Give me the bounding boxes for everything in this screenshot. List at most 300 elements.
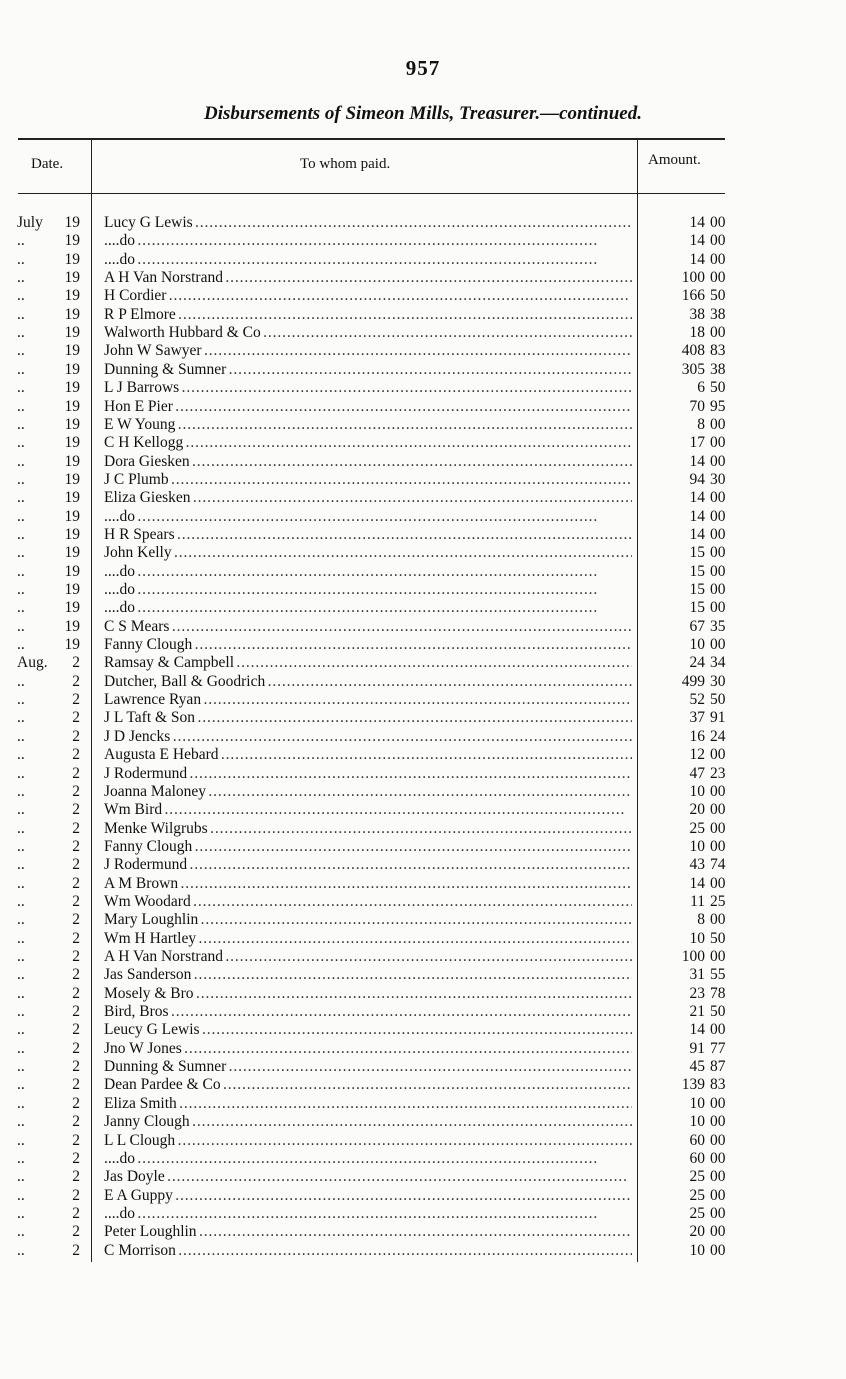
date-day: 19 (64, 525, 80, 543)
amount-dollars: 14 (689, 507, 705, 525)
amount-dollars: 166 (681, 287, 705, 305)
date-day: 19 (64, 544, 80, 562)
payee-name: ....do . . . (104, 508, 632, 526)
table-row (0, 1058, 846, 1076)
table-row (0, 453, 846, 471)
amount-dollars: 100 (681, 948, 705, 965)
amount-dollars: 14 (689, 214, 705, 231)
amount-cents: 00 (710, 1223, 726, 1241)
amount-cents: 00 (710, 489, 726, 507)
amount-cents: 50 (710, 287, 726, 305)
date-day: 19 (64, 507, 80, 525)
amount-dollars: 37 (689, 709, 705, 727)
payee-name: R P Elmore . . . (104, 306, 632, 324)
amount-dollars: 10 (689, 1241, 705, 1259)
table-row (0, 783, 846, 801)
table-row (0, 1223, 846, 1241)
payee-name: ....do . . . (104, 1150, 632, 1168)
table-row (0, 232, 846, 250)
table-row (0, 636, 846, 654)
date-day: 2 (72, 837, 80, 855)
amount-dollars: 10 (689, 1094, 705, 1112)
date-day: 2 (72, 1223, 80, 1241)
table-row (0, 673, 846, 691)
amount-dollars: 6 (697, 379, 705, 397)
date-day: 2 (72, 856, 80, 874)
date-month: .. (17, 709, 25, 727)
date-month: .. (17, 452, 25, 470)
date-day: 2 (72, 672, 80, 690)
amount-dollars: 8 (697, 911, 705, 929)
amount-cents: 55 (710, 966, 726, 984)
payee-name: J Rodermund . . . (104, 765, 632, 783)
amount-dollars: 47 (689, 764, 705, 782)
amount-dollars: 70 (689, 397, 705, 415)
date-month: .. (17, 874, 25, 892)
date-day: 19 (64, 452, 80, 470)
amount-cents: 00 (710, 746, 726, 764)
date-day: 2 (72, 1113, 80, 1131)
table-row (0, 1021, 846, 1039)
date-day: 19 (64, 434, 80, 452)
table-row (0, 581, 846, 599)
date-day: 19 (64, 342, 80, 360)
date-day: 2 (72, 984, 80, 1002)
amount-dollars: 10 (689, 837, 705, 855)
payee-name: Fanny Clough . . . (104, 636, 632, 654)
date-day: 19 (64, 581, 80, 598)
date-day: 2 (72, 1131, 80, 1149)
payee-name: Fanny Clough . . . (104, 838, 632, 856)
amount-cents: 83 (710, 1076, 726, 1094)
date-day: 2 (72, 1241, 80, 1259)
date-day: 19 (64, 360, 80, 378)
payee-name: ....do . . . (104, 599, 632, 617)
payee-name: ....do . . . (104, 581, 632, 599)
date-month: .. (17, 434, 25, 452)
amount-cents: 00 (710, 1131, 726, 1149)
amount-cents: 00 (710, 562, 726, 580)
date-month: .. (17, 911, 25, 929)
amount-dollars: 67 (689, 617, 705, 635)
date-month: .. (17, 691, 25, 709)
date-month: .. (17, 269, 25, 287)
amount-dollars: 18 (689, 324, 705, 342)
date-day: 2 (72, 1021, 80, 1039)
table-row (0, 893, 846, 911)
amount-dollars: 11 (690, 892, 705, 910)
payee-name: H R Spears . . . (104, 526, 632, 544)
date-day: 19 (64, 269, 80, 287)
date-month: .. (17, 1039, 25, 1057)
amount-cents: 00 (710, 782, 726, 800)
date-month: .. (17, 287, 25, 305)
amount-dollars: 14 (689, 452, 705, 470)
amount-cents: 95 (710, 397, 726, 415)
amount-dollars: 25 (689, 1204, 705, 1222)
payee-name: John W Sawyer . . . (104, 342, 632, 360)
date-month: .. (17, 856, 25, 874)
amount-cents: 00 (710, 1149, 726, 1167)
payee-name: Bird, Bros . . . (104, 1003, 632, 1021)
amount-cents: 00 (710, 1204, 726, 1222)
payee-name: J C Plumb . . . (104, 471, 632, 489)
table-row (0, 1040, 846, 1058)
date-month: .. (17, 562, 25, 580)
table-row (0, 526, 846, 544)
date-day: 2 (72, 1149, 80, 1167)
amount-dollars: 38 (689, 305, 705, 323)
amount-cents: 38 (710, 305, 726, 323)
date-day: 2 (72, 874, 80, 892)
date-month: .. (17, 507, 25, 525)
table-row (0, 214, 846, 232)
payee-name: Mosely & Bro . . . (104, 985, 632, 1003)
amount-dollars: 12 (689, 746, 705, 764)
table-row (0, 709, 846, 727)
date-day: 2 (72, 819, 80, 837)
date-month: .. (17, 232, 25, 250)
amount-cents: 00 (710, 507, 726, 525)
payee-name: Jas Doyle . . . (104, 1168, 632, 1186)
date-month: .. (17, 1131, 25, 1149)
amount-column-header: Amount. (648, 152, 701, 168)
table-row (0, 251, 846, 269)
date-day: 2 (72, 1204, 80, 1222)
payee-name: L L Clough . . . (104, 1132, 632, 1150)
payee-name: Dutcher, Ball & Goodrich . . . (104, 673, 632, 691)
amount-cents: 00 (710, 525, 726, 543)
payee-name: Peter Loughlin . . . (104, 1223, 632, 1241)
amount-cents: 50 (710, 1003, 726, 1021)
amount-cents: 23 (710, 764, 726, 782)
amount-cents: 35 (710, 617, 726, 635)
amount-cents: 00 (710, 581, 726, 598)
date-day: 19 (64, 305, 80, 323)
amount-dollars: 25 (689, 1186, 705, 1204)
date-column-header: Date. (31, 156, 64, 172)
payee-name: Augusta E Hebard . . . (104, 746, 632, 764)
payee-name: ....do . . . (104, 1205, 632, 1223)
date-month: .. (17, 1094, 25, 1112)
date-month: .. (17, 1058, 25, 1076)
payee-name: ....do . . . (104, 251, 632, 269)
date-day: 2 (72, 1039, 80, 1057)
amount-cents: 00 (710, 232, 726, 250)
date-day: 2 (72, 966, 80, 984)
table-row (0, 1205, 846, 1223)
amount-cents: 30 (710, 470, 726, 488)
table-row (0, 856, 846, 874)
date-month: .. (17, 1223, 25, 1241)
table-row (0, 471, 846, 489)
date-month: .. (17, 617, 25, 635)
date-month: .. (17, 1168, 25, 1186)
table-row (0, 820, 846, 838)
amount-dollars: 45 (689, 1058, 705, 1076)
date-day: 19 (64, 617, 80, 635)
date-month: .. (17, 1021, 25, 1039)
date-day: 19 (64, 415, 80, 433)
amount-dollars: 94 (689, 470, 705, 488)
date-month: .. (17, 415, 25, 433)
table-row (0, 324, 846, 342)
table-row (0, 269, 846, 287)
table-row (0, 875, 846, 893)
date-day: 2 (72, 782, 80, 800)
amount-dollars: 499 (681, 672, 705, 690)
date-day: 19 (64, 324, 80, 342)
table-row (0, 1168, 846, 1186)
amount-dollars: 10 (689, 636, 705, 654)
amount-dollars: 139 (681, 1076, 705, 1094)
amount-cents: 50 (710, 691, 726, 709)
date-month: .. (17, 544, 25, 562)
date-day: 2 (72, 654, 80, 672)
payee-column-header: To whom paid. (300, 156, 391, 172)
date-month: .. (17, 1204, 25, 1222)
amount-cents: 00 (710, 324, 726, 342)
date-day: 19 (64, 287, 80, 305)
amount-cents: 00 (710, 801, 726, 819)
date-month: .. (17, 1003, 25, 1021)
payee-name: A H Van Norstrand . . . (104, 269, 632, 287)
date-month: .. (17, 1149, 25, 1167)
amount-cents: 87 (710, 1058, 726, 1076)
amount-cents: 00 (710, 1094, 726, 1112)
amount-dollars: 25 (689, 819, 705, 837)
payee-name: Wm Bird . . . (104, 801, 632, 819)
amount-dollars: 305 (681, 360, 705, 378)
date-day: 2 (72, 911, 80, 929)
date-month: .. (17, 948, 25, 965)
table-row (0, 1150, 846, 1168)
date-month: .. (17, 819, 25, 837)
payee-name: Leucy G Lewis . . . (104, 1021, 632, 1039)
amount-dollars: 10 (689, 929, 705, 947)
date-day: 2 (72, 1186, 80, 1204)
date-month: .. (17, 746, 25, 764)
amount-dollars: 20 (689, 801, 705, 819)
table-row (0, 563, 846, 581)
amount-cents: 30 (710, 672, 726, 690)
payee-name: Dunning & Sumner . . . (104, 361, 632, 379)
date-day: 2 (72, 1076, 80, 1094)
amount-cents: 00 (710, 544, 726, 562)
date-month: .. (17, 379, 25, 397)
date-day: 2 (72, 892, 80, 910)
amount-dollars: 8 (697, 415, 705, 433)
date-day: 2 (72, 709, 80, 727)
table-row (0, 1095, 846, 1113)
date-month: .. (17, 360, 25, 378)
table-row (0, 966, 846, 984)
table-row (0, 361, 846, 379)
payee-name: H Cordier . . . (104, 287, 632, 305)
top-rule (18, 138, 725, 140)
payee-name: J D Jencks . . . (104, 728, 632, 746)
amount-cents: 00 (710, 250, 726, 268)
amount-dollars: 17 (689, 434, 705, 452)
payee-name: Eliza Smith . . . (104, 1095, 632, 1113)
payee-name: E W Young . . . (104, 416, 632, 434)
amount-cents: 00 (710, 1241, 726, 1259)
date-month: .. (17, 837, 25, 855)
date-month: .. (17, 966, 25, 984)
amount-cents: 00 (710, 1021, 726, 1039)
amount-dollars: 15 (689, 562, 705, 580)
amount-dollars: 60 (689, 1149, 705, 1167)
payee-name: Jno W Jones . . . (104, 1040, 632, 1058)
amount-cents: 50 (710, 379, 726, 397)
amount-dollars: 91 (689, 1039, 705, 1057)
amount-cents: 00 (710, 1186, 726, 1204)
table-row (0, 1003, 846, 1021)
table-row (0, 1242, 846, 1260)
amount-dollars: 31 (689, 966, 705, 984)
amount-dollars: 15 (689, 544, 705, 562)
date-month: .. (17, 1076, 25, 1094)
date-month: .. (17, 599, 25, 617)
table-row (0, 948, 846, 966)
date-month: .. (17, 929, 25, 947)
date-month: .. (17, 397, 25, 415)
payee-name: A M Brown . . . (104, 875, 632, 893)
payee-name: C Morrison . . . (104, 1242, 632, 1260)
date-month: .. (17, 1241, 25, 1259)
amount-dollars: 20 (689, 1223, 705, 1241)
date-month: .. (17, 764, 25, 782)
date-month: .. (17, 1113, 25, 1131)
date-month: .. (17, 525, 25, 543)
amount-cents: 00 (710, 948, 726, 965)
table-row (0, 342, 846, 360)
date-day: 19 (64, 379, 80, 397)
payee-name: Wm H Hartley . . . (104, 930, 632, 948)
table-row (0, 508, 846, 526)
table-row (0, 489, 846, 507)
date-day: 19 (64, 636, 80, 654)
date-month: .. (17, 636, 25, 654)
amount-cents: 00 (710, 599, 726, 617)
payee-name: John Kelly . . . (104, 544, 632, 562)
table-row (0, 398, 846, 416)
table-row (0, 1132, 846, 1150)
date-day: 2 (72, 929, 80, 947)
date-day: 19 (64, 599, 80, 617)
amount-dollars: 21 (689, 1003, 705, 1021)
payee-name: Mary Loughlin . . . (104, 911, 632, 929)
date-day: 19 (64, 397, 80, 415)
payee-name: C S Mears . . . (104, 618, 632, 636)
payee-name: Lawrence Ryan . . . (104, 691, 632, 709)
date-day: 2 (72, 691, 80, 709)
amount-dollars: 15 (689, 599, 705, 617)
payee-name: E A Guppy . . . (104, 1187, 632, 1205)
page-title: Disbursements of Simeon Mills, Treasurer.—continued. (204, 103, 642, 124)
amount-cents: 00 (710, 434, 726, 452)
amount-cents: 38 (710, 360, 726, 378)
date-day: 19 (64, 489, 80, 507)
table-row (0, 801, 846, 819)
date-day: 19 (64, 562, 80, 580)
amount-dollars: 100 (681, 269, 705, 287)
amount-cents: 00 (710, 452, 726, 470)
amount-dollars: 15 (689, 581, 705, 598)
date-day: 2 (72, 1094, 80, 1112)
table-row (0, 544, 846, 562)
payee-name: Jas Sanderson . . . (104, 966, 632, 984)
date-month: .. (17, 1186, 25, 1204)
date-month: Aug. (17, 654, 48, 672)
amount-dollars: 14 (689, 250, 705, 268)
payee-name: Hon E Pier . . . (104, 398, 632, 416)
amount-dollars: 25 (689, 1168, 705, 1186)
amount-cents: 00 (710, 1168, 726, 1186)
date-month: .. (17, 324, 25, 342)
amount-dollars: 23 (689, 984, 705, 1002)
amount-dollars: 14 (689, 489, 705, 507)
payee-name: Joanna Maloney . . . (104, 783, 632, 801)
amount-cents: 77 (710, 1039, 726, 1057)
amount-dollars: 10 (689, 782, 705, 800)
table-row (0, 654, 846, 672)
date-day: 2 (72, 948, 80, 965)
amount-dollars: 14 (689, 1021, 705, 1039)
payee-name: Ramsay & Campbell . . . (104, 654, 632, 672)
table-row (0, 691, 846, 709)
amount-cents: 83 (710, 342, 726, 360)
amount-dollars: 10 (689, 1113, 705, 1131)
amount-cents: 00 (710, 214, 726, 231)
table-row (0, 765, 846, 783)
date-month: .. (17, 342, 25, 360)
header-bottom-rule (18, 193, 725, 194)
payee-name: L J Barrows . . . (104, 379, 632, 397)
date-month: .. (17, 782, 25, 800)
amount-cents: 34 (710, 654, 726, 672)
amount-cents: 00 (710, 874, 726, 892)
date-month: .. (17, 892, 25, 910)
payee-name: Lucy G Lewis . . . (104, 214, 632, 232)
date-day: 2 (72, 1003, 80, 1021)
table-row (0, 379, 846, 397)
table-row (0, 911, 846, 929)
amount-cents: 78 (710, 984, 726, 1002)
amount-cents: 00 (710, 837, 726, 855)
payee-name: Wm Woodard . . . (104, 893, 632, 911)
table-row (0, 838, 846, 856)
amount-cents: 00 (710, 911, 726, 929)
table-row (0, 306, 846, 324)
amount-cents: 24 (710, 727, 726, 745)
date-day: 2 (72, 746, 80, 764)
amount-cents: 91 (710, 709, 726, 727)
payee-name: ....do . . . (104, 563, 632, 581)
amount-dollars: 43 (689, 856, 705, 874)
date-month: .. (17, 984, 25, 1002)
date-month: .. (17, 672, 25, 690)
amount-dollars: 52 (689, 691, 705, 709)
page-number: 957 (405, 56, 441, 80)
date-day: 19 (64, 470, 80, 488)
amount-cents: 00 (710, 269, 726, 287)
table-row (0, 1113, 846, 1131)
date-month: .. (17, 305, 25, 323)
table-row (0, 1187, 846, 1205)
amount-dollars: 60 (689, 1131, 705, 1149)
amount-cents: 00 (710, 415, 726, 433)
